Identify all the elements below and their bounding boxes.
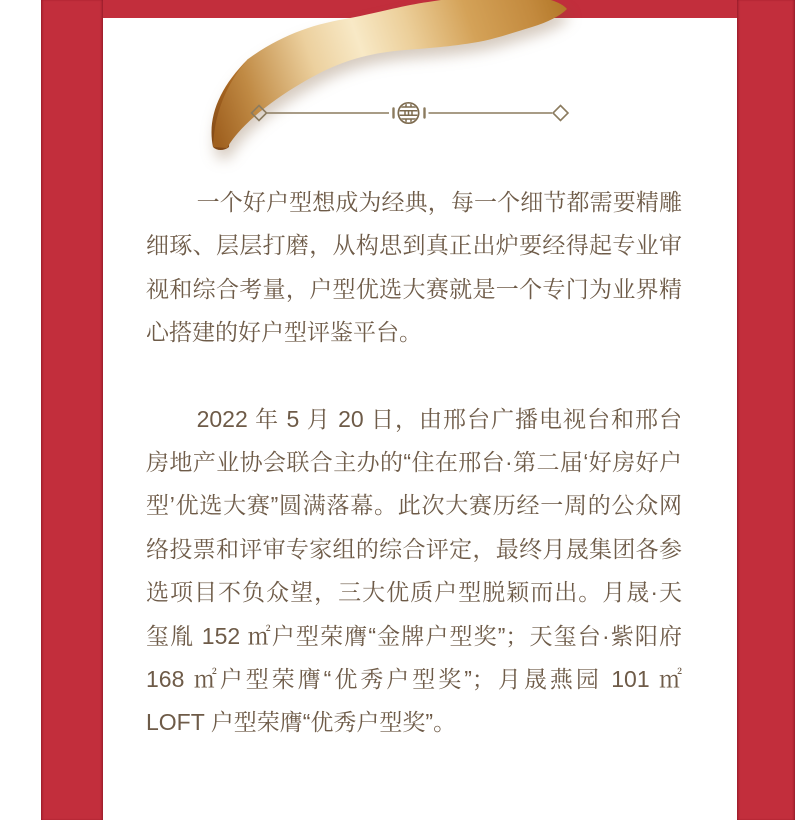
divider-left-diamond-icon [252,106,267,121]
paragraph-intro: 一个好户型想成为经典，每一个细节都需要精雕细琢、层层打磨，从构思到真正出炉要经得起专业审视和综合考量，户型优选大赛就是一个专门为业界精心搭建的好户型评鉴平台。 [146,189,682,346]
article-body [146,181,682,745]
section-divider-ornament [0,93,800,133]
divider-right-diamond-icon [553,106,568,121]
divider-seal-icon [398,103,419,123]
paragraph-award-news: 2022 年 5 月 20 日，由邢台广播电视台和邢台房地产业协会联合主办的“住在邢台·第二届‘好房好户型’优选大赛”圆满落幕。此次大赛历经一周的公众网络投票和评审专家组的综合评定，最终月晟集团各参选项目不负众望，三大优质户型脱颖而出。月晟·天玺胤 152 ㎡户型荣膺“金牌户型奖”；天玺台·紫阳府 168 ㎡户型荣膺“优秀户型奖”；月晟燕园 101 ㎡ LOFT 户型荣膺“优秀户型奖”。 [146,405,682,736]
